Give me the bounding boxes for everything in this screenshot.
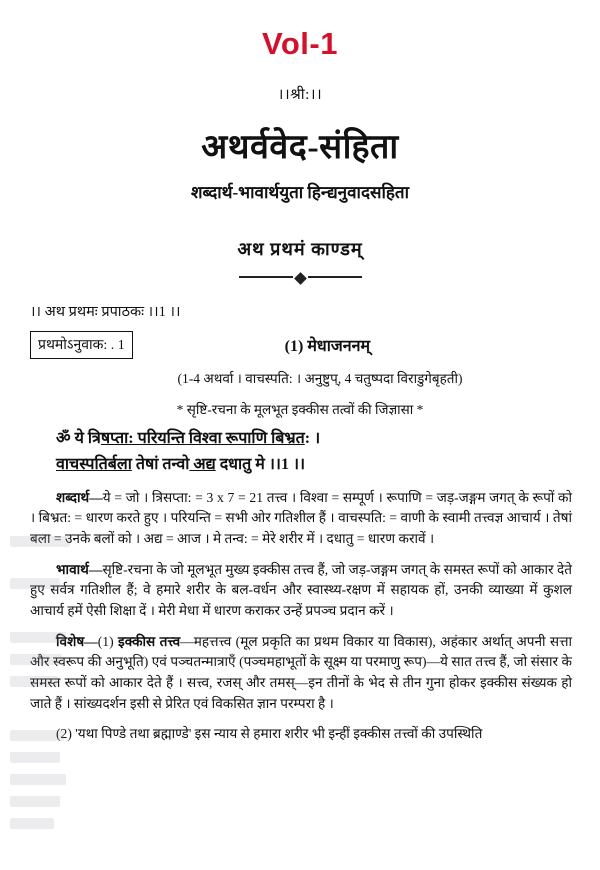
volume-label: Vol-1 (262, 26, 338, 61)
sukta-title: (1) मेधाजननम् (284, 338, 371, 355)
mantra-line2-mid: तेषां तन्वो (131, 455, 190, 473)
vishesh-note-2-paragraph (26, 724, 574, 745)
ornament-divider (26, 269, 574, 285)
vishesh-number: (1) (97, 633, 114, 649)
invocation-text: ।।श्री:।। (277, 87, 323, 103)
ornament-bar-left (239, 276, 293, 278)
vishesh-term: इक्कीस तत्त्व (118, 633, 181, 649)
mantra-line2-tail: दधातु मे ।।1 ।। (215, 455, 306, 473)
shabdarth-text: ये = जो । त्रिसप्ता: = 3 x 7 = 21 तत्त्व । विश्वा = सम्पूर्ण । रूपाणि = जड़-जङ्गम जगत् के रूपों को । बिभ्रत: = धारण करते हुए । परियन्ति = सभी ओर गतिशील हैं । वाचस्पति: = वाणी के स्वामी तत्त्वज्ञ आचार्य । तेषां बला = उनके बलों को । अद्य = आज । मे तन्व: = मेरे शरीर में । दधातु = धारण करावें । (30, 489, 572, 547)
mantra-text (26, 426, 574, 478)
anuvaka-box: प्रथमोऽनुवाक: . 1 (30, 331, 133, 359)
page-title: अथर्ववेद-संहिता (201, 129, 399, 166)
ornament-diamond (294, 272, 307, 285)
anuvaka-row (26, 331, 574, 359)
topic-line (26, 400, 574, 418)
mantra-line2-underlined2: अद्य (189, 455, 216, 473)
vishesh-label: विशेष— (56, 633, 98, 649)
shabdarth-label: शब्दार्थ— (56, 489, 103, 505)
mantra-line2-underlined: वाचस्पतिर्बला (56, 455, 132, 473)
vishesh-paragraph (26, 632, 574, 715)
ornament-bar-right (308, 276, 362, 278)
sukta-meta-line: (1-4 अथर्वा । वाचस्पति: । अनुष्टुप्, 4 चतुष्पदा विराडुगेबृहती) (177, 371, 463, 386)
scan-smudge (10, 818, 54, 829)
shabdarth-paragraph (26, 488, 574, 550)
scan-smudge (10, 752, 60, 763)
mantra-line1-plain: ॐ ये त्रि (56, 430, 101, 447)
page-subtitle: शब्दार्थ-भावार्थयुता हिन्द्यनुवादसहिता (190, 183, 409, 202)
scan-smudge (10, 774, 66, 785)
bhavarth-label: भावार्थ— (56, 561, 103, 577)
mantra-line1-tail: : । (304, 430, 321, 447)
vishesh-note-2-number: (2) (56, 726, 72, 742)
kanda-heading: अथ प्रथमं काण्डम् (237, 239, 363, 259)
topic-line-text: * सृष्टि-रचना के मूलभूत इक्कीस तत्वों की जिज्ञासा * (176, 402, 424, 417)
vishesh-text: —महत्तत्त्व (मूल प्रकृति का प्रथम विकार या विकास), अहंकार अर्थात् अपनी सत्ता और स्वरूप की अनुभूति) एवं पञ्चतन्मात्राएँ (पञ्चमहाभूतों के सूक्ष्म या परमाणु रूप)—ये सात तत्त्व हैं, जो संसार के समस्त रूपों को आकार देते हैं । सत्त्व, रजस् और तमस्—इन तीनों के भेद से तीन गुना होकर इक्कीस संख्यक हो जाते हैं । सांख्यदर्शन इसी से प्रेरित एवं विकसित ज्ञान परम्परा है । (30, 633, 573, 711)
scan-smudge (10, 796, 60, 807)
bhavarth-paragraph (26, 560, 574, 622)
prapathaka-line: ।। अथ प्रथमः प्रपाठकः ।।1 ।। (30, 304, 181, 320)
mantra-line1-underlined: षप्ता: परियन्ति विश्वा रूपाणि बिभ्रत (100, 430, 305, 447)
vishesh-note-2-text: 'यथा पिण्डे तथा ब्रह्माण्डे' इस न्याय से हमारा शरीर भी इन्हीं इक्कीस तत्त्वों की उपस्थिति (75, 726, 483, 742)
bhavarth-text: सृष्टि-रचना के जो मूलभूत मुख्य इक्कीस तत्त्व हैं, जो जड़-जङ्गम जगत् के समस्त रूपों को आकार देते हुए सर्वत्र गतिशील हैं; वे हमारे शरीर के बल-वर्धन और स्वास्थ्य-रक्षण में सहायक हों, उनकी व्याख्या में कुशल आचार्य हमें ऐसी शिक्षा दें । मेरी मेधा में धारण कराकर उन्हें प्रपञ्च प्रदान करें । (30, 561, 572, 619)
